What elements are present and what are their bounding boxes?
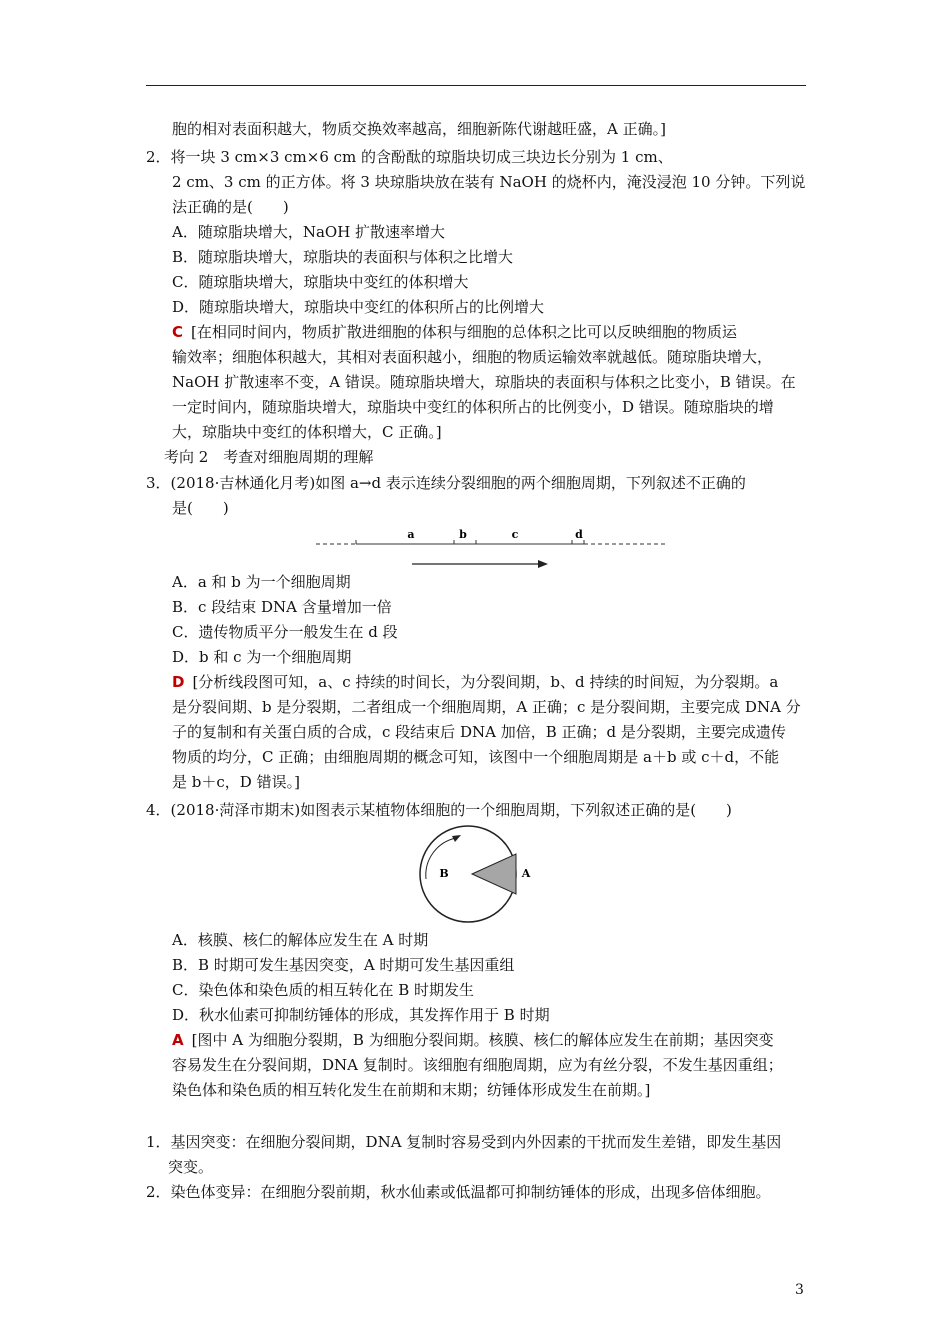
header-rule: [146, 85, 806, 86]
q2-explanation: C [在相同时间内，物质扩散进细胞的体积与细胞的总体积之比可以反映细胞的物质运: [172, 323, 737, 341]
q3-option-c: C．遗传物质平分一般发生在 d 段: [172, 623, 398, 641]
q4-option-a: A．核膜、核仁的解体应发生在 A 时期: [172, 931, 429, 949]
segment-label-b: b: [459, 528, 467, 541]
arrow-head-icon: [538, 560, 548, 568]
question-4-body: A．核膜、核仁的解体应发生在 A 时期 B．B 时期可发生基因突变，A 时期可发生基因重组 C．染色体和染色质的相互转化在 B 时期发生 D．秋水仙素可抑制纺锤体的形成，其发挥作用于 B 时期 A [图中 A 为细胞分裂期，B 为细胞分裂间期。核膜、核仁的解体应发生在前期；基因突变 容易发生在分裂间期，DNA 复制时。该细胞有细胞周期，应为有丝分裂，不发生基因重组； 染色体和染色质的相互转化发生在前期和末期；纺锤体形成发生在前期。]: [146, 928, 810, 1103]
q3-option-d: D．b 和 c 为一个细胞周期: [172, 648, 352, 666]
segment-label-d: d: [575, 528, 583, 541]
phase-label-a: A: [521, 867, 531, 880]
q4-stem: 4．(2018·菏泽市期末)如图表示某植物体细胞的一个细胞周期，下列叙述正确的是( ): [146, 801, 732, 819]
q4-explanation: A [图中 A 为细胞分裂期，B 为细胞分裂间期。核膜、核仁的解体应发生在前期；基因突变: [172, 1031, 774, 1049]
q2-answer: C: [172, 323, 184, 341]
segment-label-a: a: [407, 528, 415, 541]
q2-option-a: A．随琼脂块增大，NaOH 扩散速率增大: [172, 223, 446, 241]
question-3-body: A．a 和 b 为一个细胞周期 B．c 段结束 DNA 含量增加一倍 C．遗传物质平分一般发生在 d 段 D．b 和 c 为一个细胞周期 D [分析线段图可知，a、c 持续的时间长，为分裂间期，b、d 持续的时间短，为分裂期。a 是分裂间期、b 是分裂期，二者组成一个细胞周期，A 正确；c 是分裂间期，主要完成 DNA 分 子的复制和有关蛋白质的合成，c 段结束后 DNA 加倍，B 正确；d 是分裂期，主要完成遗传 物质的均分，C 正确；由细胞周期的概念可知，该图中一个细胞周期是 a＋b 或 c＋d，不能 是 b＋c，D 错误。] 4．(2018·菏泽市期末)如图表示某植物体细胞的一个细胞周期，下列叙述正确的是( ): [146, 570, 810, 823]
phase-label-b: B: [439, 867, 449, 880]
page-number: 3: [795, 1282, 804, 1298]
q4-option-b: B．B 时期可发生基因突变，A 时期可发生基因重组: [172, 956, 515, 974]
continuation-text: 胞的相对表面积越大，物质交换效率越高，细胞新陈代谢越旺盛，A 正确。]: [172, 120, 666, 138]
q2-option-b: B．随琼脂块增大，琼脂块的表面积与体积之比增大: [172, 248, 514, 266]
q4-answer: A: [172, 1031, 184, 1049]
question-2: 2．将一块 3 cm×3 cm×6 cm 的含酚酞的琼脂块切成三块边长分别为 1 cm、 2 cm、3 cm 的正方体。将 3 块琼脂块放在装有 NaOH 的烧杯内，淹没浸泡 10 分钟。下列说 法正确的是( ) A．随琼脂块增大，NaOH 扩散速率增大 B．随琼脂块增大，琼脂块的表面积与体积之比增大 C．随琼脂块增大，琼脂块中变红的体积增大 D．随琼脂块增大，琼脂块中变红的体积所占的比例增大 C [在相同时间内，物质扩散进细胞的体积与细胞的总体积之比可以反映细胞的物质运 输效率；细胞体积越大，其相对表面积越小，细胞的物质运输效率就越低。随琼脂块增大， NaOH 扩散速率不变，A 错误。随琼脂块增大，琼脂块的表面积与体积之比变小，B 错误。在 一定时间内，随琼脂块增大，琼脂块中变红的体积所占的比例变小，D 错误。随琼脂块的增 大，琼脂块中变红的体积增大，C 正确。] 考向 2 考查对细胞周期的理解: [146, 145, 810, 470]
cell-cycle-circle-diagram: [414, 824, 538, 928]
q3-option-a: A．a 和 b 为一个细胞周期: [172, 573, 351, 591]
cell-cycle-line-diagram: [310, 524, 670, 570]
q4-option-c: C．染色体和染色质的相互转化在 B 时期发生: [172, 981, 475, 999]
q4-option-d: D．秋水仙素可抑制纺锤体的形成，其发挥作用于 B 时期: [172, 1006, 550, 1024]
question-3: 3．(2018·吉林通化月考)如图 a→d 表示连续分裂细胞的两个细胞周期，下列叙述不正确的 是( ): [146, 474, 746, 517]
q3-explanation: D [分析线段图可知，a、c 持续的时间长，为分裂间期，b、d 持续的时间短，为分裂期。a: [172, 673, 779, 691]
note-1: 1．基因突变：在细胞分裂间期，DNA 复制时容易受到内外因素的干扰而发生差错，即发生基因: [146, 1133, 782, 1151]
q2-option-d: D．随琼脂块增大，琼脂块中变红的体积所占的比例增大: [172, 298, 545, 316]
q2-stem: 2．将一块 3 cm×3 cm×6 cm 的含酚酞的琼脂块切成三块边长分别为 1 cm、: [146, 148, 673, 166]
q3-option-b: B．c 段结束 DNA 含量增加一倍: [172, 598, 392, 616]
notes-section: 1．基因突变：在细胞分裂间期，DNA 复制时容易受到内外因素的干扰而发生差错，即发生基因 突变。 2．染色体变异：在细胞分裂前期，秋水仙素或低温都可抑制纺锤体的形成，出现多倍体细胞。: [146, 1130, 810, 1205]
q3-answer: D: [172, 673, 185, 691]
note-2: 2．染色体变异：在细胞分裂前期，秋水仙素或低温都可抑制纺锤体的形成，出现多倍体细胞。: [146, 1183, 771, 1201]
section-heading: 考向 2 考查对细胞周期的理解: [164, 448, 374, 466]
q2-option-c: C．随琼脂块增大，琼脂块中变红的体积增大: [172, 273, 469, 291]
segment-label-c: c: [511, 528, 519, 541]
